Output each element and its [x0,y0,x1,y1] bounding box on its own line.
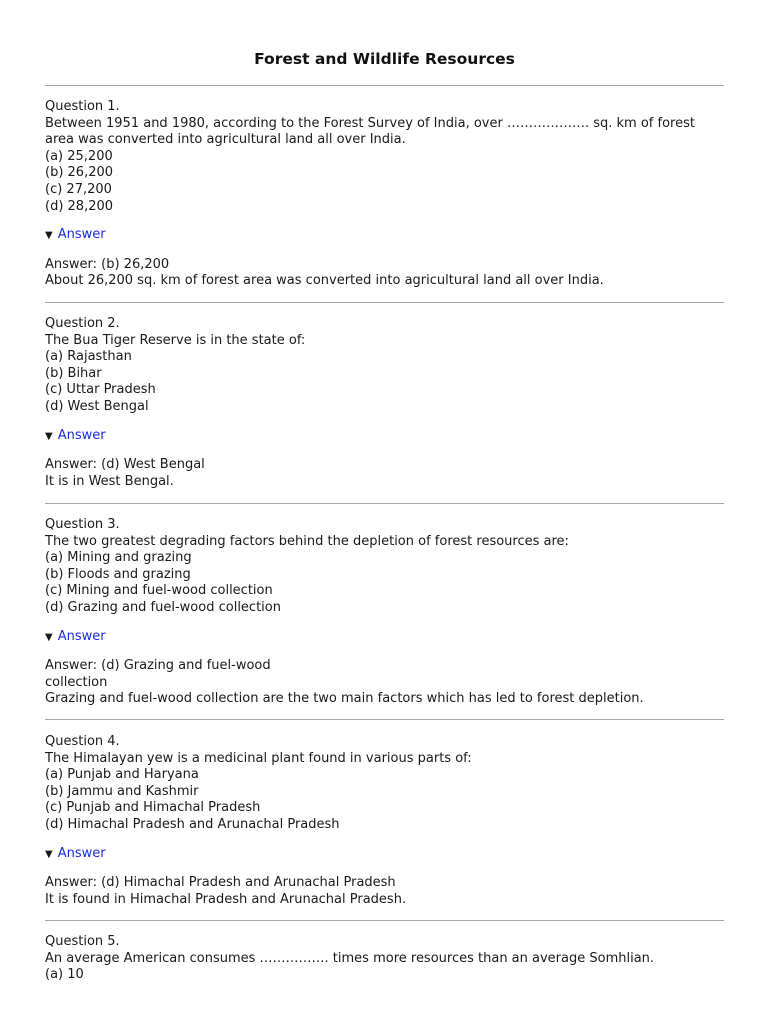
question-heading: Question 4. [45,734,120,749]
question-4 [45,734,724,908]
option-a: (a) 25,200 [45,148,113,164]
option-a: (a) Rajasthan [45,349,132,365]
option-d: (d) Himachal Pradesh and Arunachal Pradesh [45,816,340,832]
triangle-down-icon: ▼ [45,848,53,860]
question-heading: Question 5. [45,934,120,949]
answer-explanation: Grazing and fuel-wood collection are the two main factors which has led to forest depletion. [45,691,644,707]
answer-explanation: It is found in Himachal Pradesh and Arunachal Pradesh. [45,891,407,907]
option-d: (d) Grazing and fuel-wood collection [45,599,281,615]
question-text: The Bua Tiger Reserve is in the state of: [45,332,306,348]
answer-text: Answer: (b) 26,200 [45,256,170,272]
option-a: (a) Punjab and Haryana [45,767,199,783]
option-d: (d) West Bengal [45,398,149,414]
question-text: An average American consumes ……………. times more resources than an average Somhlian. [45,950,655,966]
question-heading: Question 1. [45,99,120,114]
question-heading: Question 2. [45,316,120,331]
answer-toggle[interactable] [45,846,724,864]
answer-block [45,457,724,490]
triangle-down-icon: ▼ [45,631,53,643]
option-b: (b) Jammu and Kashmir [45,783,199,799]
option-d: (d) 28,200 [45,198,114,214]
triangle-down-icon: ▼ [45,230,53,242]
question-text: Between 1951 and 1980, according to the Forest Survey of India, over ………………. sq. km of forest area was converted into agricultural land all over India. [45,115,700,148]
question-text: The Himalayan yew is a medicinal plant found in various parts of: [45,750,472,766]
option-b: (b) 26,200 [45,165,114,181]
answer-link[interactable]: Answer [57,227,106,243]
option-c: (c) 27,200 [45,181,112,197]
answer-text: Answer: (d) Grazing and fuel-wood [45,658,271,674]
divider [45,503,724,504]
document-title: Forest and Wildlife Resources [254,50,515,68]
answer-block [45,257,724,290]
answer-toggle[interactable] [45,227,724,245]
option-c: (c) Punjab and Himachal Pradesh [45,800,261,816]
option-c: (c) Uttar Pradesh [45,382,156,398]
answer-toggle[interactable] [45,629,724,647]
answer-toggle[interactable] [45,428,724,446]
answer-explanation: It is in West Bengal. [45,473,174,489]
divider [45,302,724,303]
option-b: (b) Bihar [45,365,102,381]
answer-link[interactable]: Answer [57,427,106,443]
divider [45,85,724,86]
option-a: (a) Mining and grazing [45,550,192,566]
answer-text: Answer: (d) West Bengal [45,457,205,473]
answer-explanation: About 26,200 sq. km of forest area was converted into agricultural land all over India. [45,273,604,289]
question-2 [45,316,724,490]
question-1 [45,99,724,290]
answer-text: Answer: (d) Himachal Pradesh and Arunachal Pradesh [45,875,396,891]
divider [45,719,724,720]
answer-block [45,875,724,908]
answer-link[interactable]: Answer [57,845,106,861]
triangle-down-icon: ▼ [45,430,53,442]
divider [45,920,724,921]
option-c: (c) Mining and fuel-wood collection [45,583,273,599]
question-text: The two greatest degrading factors behind the depletion of forest resources are: [45,533,569,549]
answer-link[interactable]: Answer [57,628,106,644]
answer-block [45,658,724,708]
option-a: (a) 10 [45,967,84,983]
question-heading: Question 3. [45,517,120,532]
option-b: (b) Floods and grazing [45,566,191,582]
question-5 [45,934,724,984]
answer-text-continued: collection [45,674,108,690]
question-3 [45,517,724,708]
